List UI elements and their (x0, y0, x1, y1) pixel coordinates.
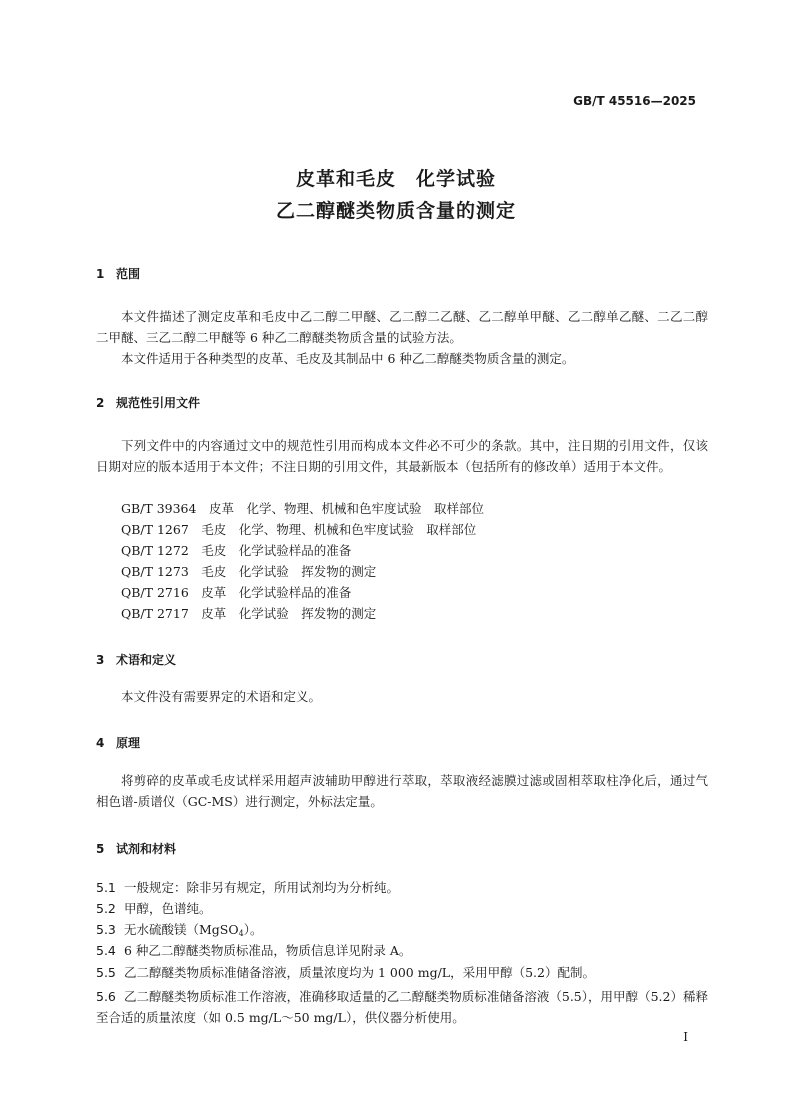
clause-5-5 (96, 962, 708, 983)
section-title: 原理 (116, 736, 141, 750)
section-number: 1 (96, 267, 105, 281)
reference-item: QB/T 2717 皮革 化学试验 挥发物的测定 (121, 606, 377, 621)
section-title: 规范性引用文件 (116, 396, 201, 410)
section-4-paragraph-1: 将剪碎的皮革或毛皮试样采用超声波辅助甲醇进行萃取，萃取液经滤膜过滤或固相萃取柱净化后，通过气相色谱-质谱仪（GC-MS）进行测定，外标法定量。 (96, 773, 708, 809)
section-1-heading (96, 265, 140, 282)
section-title: 术语和定义 (116, 653, 177, 667)
section-3-paragraph-1: 本文件没有需要界定的术语和定义。 (121, 689, 322, 704)
section-number: 2 (96, 396, 105, 410)
section-5-heading (96, 840, 176, 857)
subscript: 4 (238, 929, 244, 938)
reference-item: QB/T 1273 毛皮 化学试验 挥发物的测定 (121, 564, 377, 579)
document-title-line1: 皮革和毛皮 化学试验 (295, 168, 496, 190)
reference-item: QB/T 1272 毛皮 化学试验样品的准备 (121, 543, 352, 558)
clause-text: 乙二醇醚类物质标准工作溶液，准确移取适量的乙二醇醚类物质标准储备溶液（5.5），用甲醇（5.2）稀释至合适的质量浓度（如 0.5 mg/L～50 mg/L），供仪器分析使用。 (96, 989, 708, 1025)
section-3-heading (96, 651, 176, 668)
section-2-heading (96, 394, 200, 411)
section-2-paragraph-1: 下列文件中的内容通过文中的规范性引用而构成本文件必不可少的条款。其中，注日期的引用文件，仅该日期对应的版本适用于本文件；不注日期的引用文件，其最新版本（包括所有的修改单）适用于本文件。 (96, 438, 708, 474)
section-1-paragraph-2: 本文件适用于各种类型的皮革、毛皮及其制品中 6 种乙二醇醚类物质含量的测定。 (121, 351, 575, 366)
clause-text-end: ）。 (243, 922, 263, 937)
section-number: 4 (96, 736, 105, 750)
section-title: 范围 (116, 267, 141, 281)
clause-number: 5.4 (96, 943, 116, 958)
clause-number: 5.1 (96, 880, 116, 895)
clause-text: 6 种乙二醇醚类物质标准品，物质信息详见附录 A。 (124, 943, 412, 958)
clause-5-2 (96, 898, 708, 919)
reference-item: QB/T 2716 皮革 化学试验样品的准备 (121, 585, 352, 600)
clause-number: 5.2 (96, 901, 116, 916)
page-number: I (683, 1030, 688, 1044)
section-1-paragraph-1: 本文件描述了测定皮革和毛皮中乙二醇二甲醚、乙二醇二乙醚、乙二醇单甲醚、乙二醇单乙醚、二乙二醇二甲醚、三乙二醇二甲醚等 6 种乙二醇醚类物质含量的试验方法。 (96, 309, 708, 345)
clause-text: 一般规定：除非另有规定，所用试剂均为分析纯。 (124, 880, 400, 895)
section-title: 试剂和材料 (116, 842, 177, 856)
clause-5-4 (96, 940, 708, 961)
clause-text: 甲醇，色谱纯。 (124, 901, 212, 916)
standard-number: GB/T 45516—2025 (573, 94, 696, 108)
clause-text: 乙二醇醚类物质标准储备溶液，质量浓度均为 1 000 mg/L，采用甲醇（5.2）配制。 (124, 965, 595, 980)
document-title-line2: 乙二醇醚类物质含量的测定 (275, 200, 516, 222)
clause-5-6 (96, 986, 708, 1028)
clause-text: 无水硫酸镁（MgSO (124, 922, 239, 937)
clause-5-1 (96, 877, 708, 898)
clause-number: 5.5 (96, 965, 116, 980)
clause-number: 5.6 (96, 989, 116, 1004)
clause-number: 5.3 (96, 922, 116, 937)
reference-item: QB/T 1267 毛皮 化学、物理、机械和色牢度试验 取样部位 (121, 522, 477, 537)
section-number: 3 (96, 653, 105, 667)
section-number: 5 (96, 842, 105, 856)
reference-item: GB/T 39364 皮革 化学、物理、机械和色牢度试验 取样部位 (121, 501, 484, 516)
section-4-heading (96, 734, 140, 751)
